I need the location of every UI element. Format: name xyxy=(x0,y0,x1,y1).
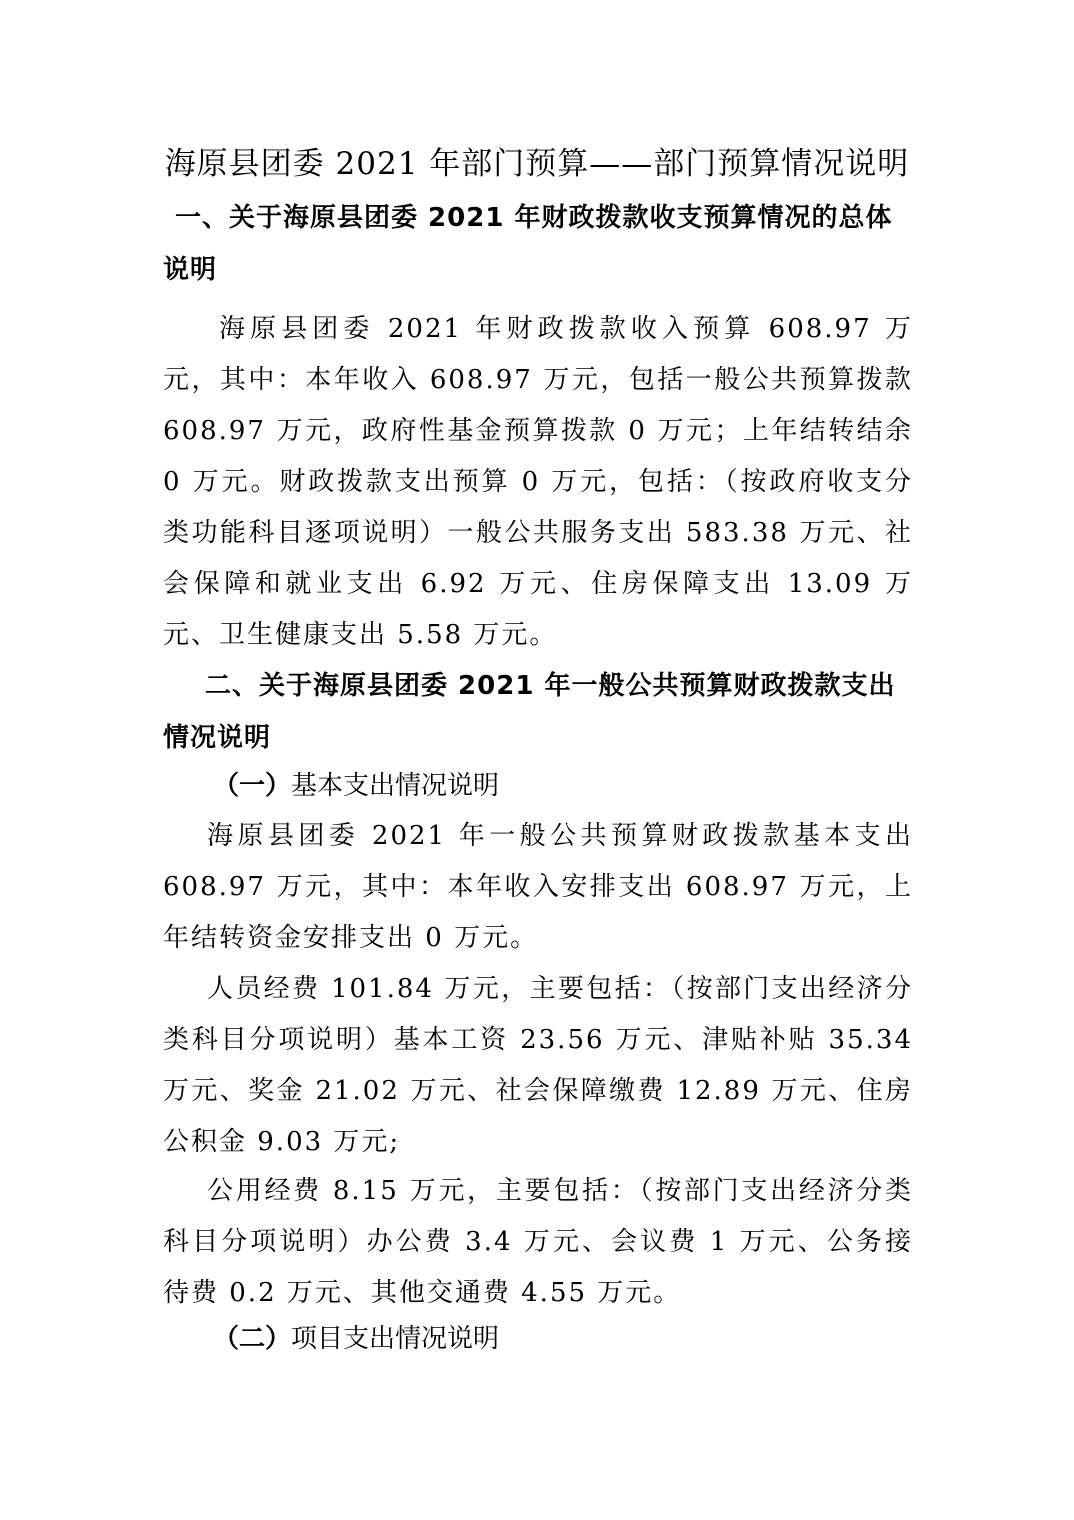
subsection-title: 基本支出情况说明 xyxy=(291,771,500,801)
basic-expenditure-paragraph: 海原县团委 2021 年一般公共预算财政拨款基本支出 608.97 万元，其中：本年收入安排支出 608.97 万元，上年结转资金安排支出 0 万元。 xyxy=(163,821,913,953)
personnel-expense-paragraph: 人员经费 101.84 万元，主要包括：（按部门支出经济分类科目分项说明）基本工资 23.56 万元、津贴补贴 35.34 万元、奖金 21.02 万元、社会保障缴费 12.89 万元、住房公积金 9.03 万元; xyxy=(163,974,913,1157)
document-title: 海原县团委 2021 年部门预算——部门预算情况说明 xyxy=(164,146,910,182)
subsection-title: 项目支出情况说明 xyxy=(291,1324,500,1354)
subsection-number: （二） xyxy=(213,1324,292,1354)
public-expense-paragraph: 公用经费 8.15 万元，主要包括：（按部门支出经济分类科目分项说明）办公费 3.4 万元、会议费 1 万元、公务接待费 0.2 万元、其他交通费 4.55 万元。 xyxy=(163,1176,913,1308)
section-1-paragraph: 海原县团委 2021 年财政拨款收入预算 608.97 万元，其中：本年收入 608.97 万元，包括一般公共预算拨款 608.97 万元，政府性基金预算拨款 0 万元；上年结转结余 0 万元。财政拨款支出预算 0 万元，包括：（按政府收支分类功能科目逐项说明）一般公共服务支出 583.38 万元、社会保障和就业支出 6.92 万元、住房保障支出 13.09 万元、卫生健康支出 5.58 万元。 xyxy=(163,314,913,650)
subsection-number: （一） xyxy=(213,771,292,801)
section-heading-1: 一、关于海原县团委 2021 年财政拨款收支预算情况的总体说明 xyxy=(163,203,893,285)
subsection-heading-project-expenditure xyxy=(163,1313,913,1365)
section-heading-2: 二、关于海原县团委 2021 年一般公共预算财政拨款支出情况说明 xyxy=(163,671,896,753)
subsection-heading-basic-expenditure xyxy=(163,760,913,812)
